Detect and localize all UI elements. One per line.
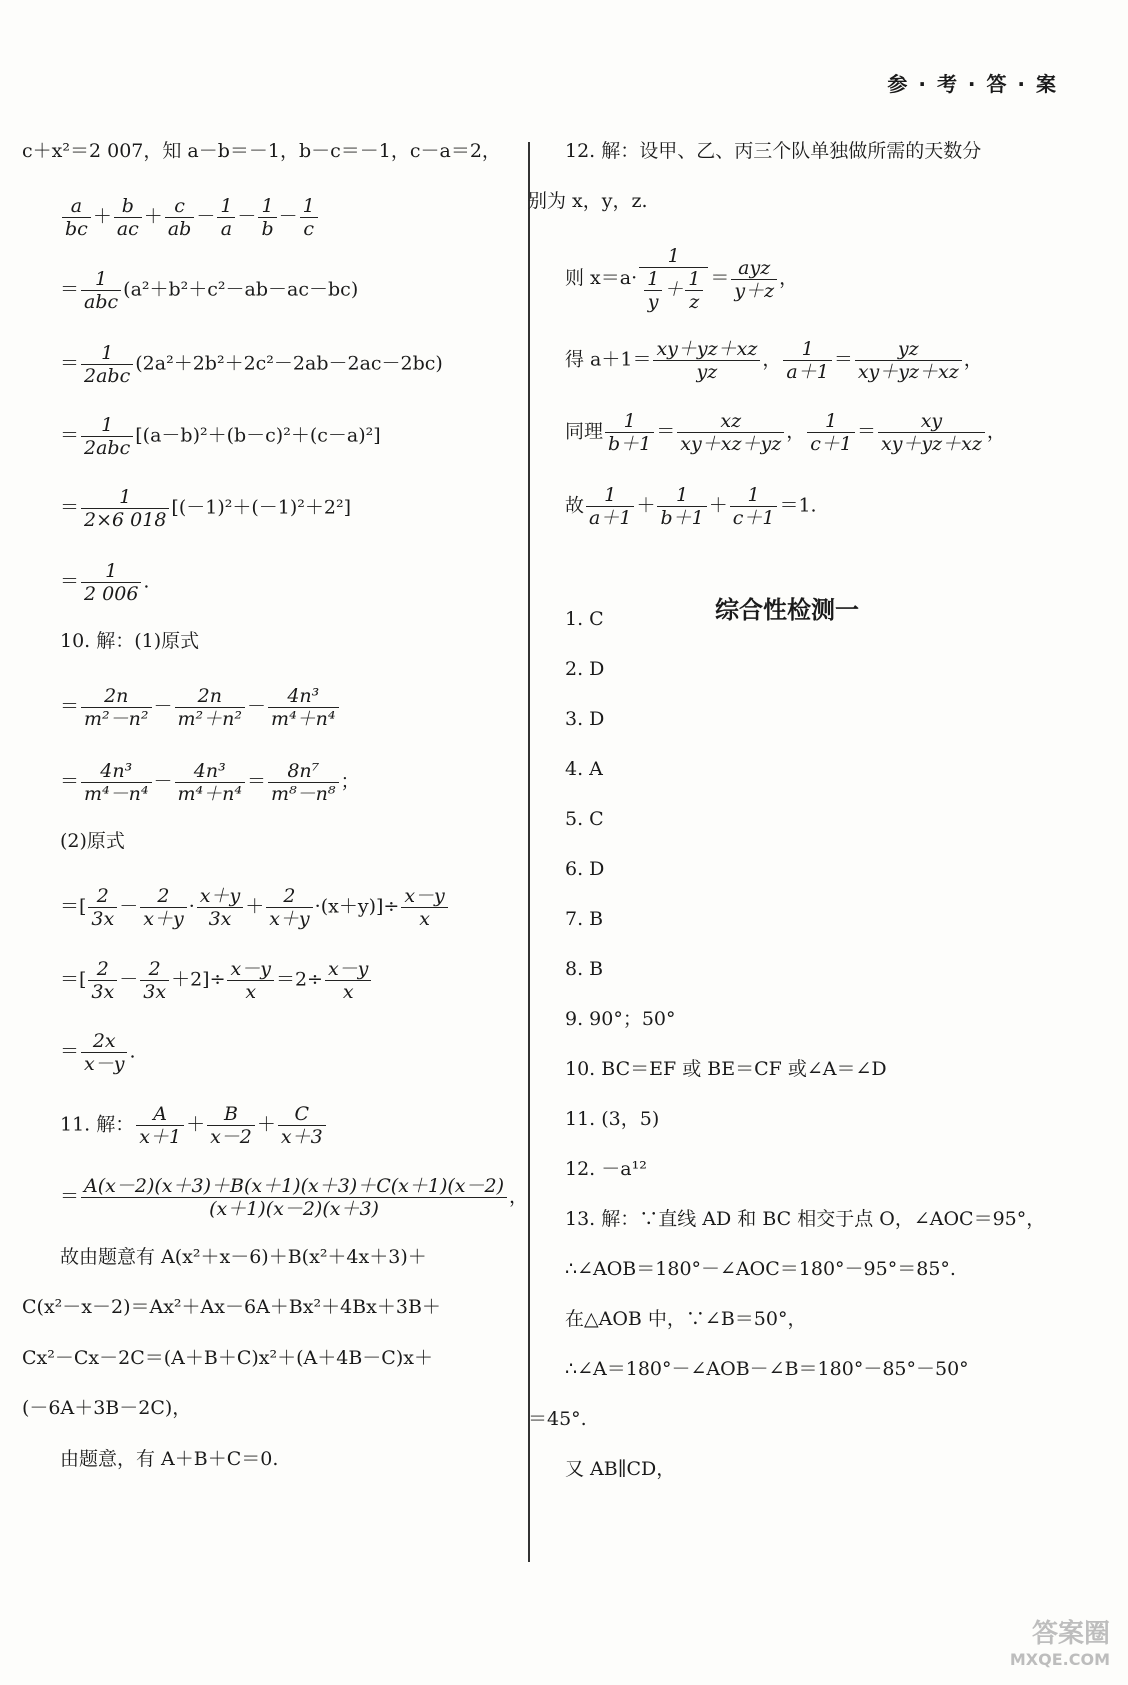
answer-1: 1. C (565, 608, 604, 630)
page-header: 参 · 考 · 答 · 案 (887, 72, 1058, 96)
q11-line-3: 故由题意有 A(x²＋x－6)＋B(x²＋4x＋3)＋ (60, 1246, 427, 1268)
q11-line-6: (－6A＋3B－2C)， (22, 1397, 192, 1419)
answer-4: 4. A (565, 758, 603, 780)
q10-line-1: ＝ $\frac{2n}{\text{m²－n²}}$ － $\frac{2n}{\text{m²＋n²}}$ － $\frac{\text{4n³}}{\text{m⁴＋n⁴}}$ (60, 685, 341, 730)
q13-line-2: ∴∠AOB＝180°－∠AOC＝180°－95°＝85°. (565, 1258, 956, 1280)
q12-line-6: 故 $\frac{1}{a+1}$ ＋ $\frac{1}{b+1}$ ＋ $\frac{1}{c+1}$ ＝1. (565, 484, 817, 529)
watermark (1010, 1621, 1110, 1673)
answer-10: 10. BC＝EF 或 BE＝CF 或∠A＝∠D (565, 1058, 887, 1080)
q13-line-1: 13. 解：∵直线 AD 和 BC 相交于点 O，∠AOC＝95°， (565, 1208, 1046, 1230)
q12-line-3: 则 x＝a· 1 $\frac{1}{y}$ ＋ $\frac{1}{z}$ ＝ $\frac{\text{ayz}}{y+z}$ ， (565, 245, 799, 313)
q13-line-4: ∴∠A＝180°－∠AOB－∠B＝180°－85°－50° (565, 1358, 969, 1380)
q11-line-7: 由题意，有 A＋B＋C＝0. (60, 1448, 279, 1470)
q13-line-3: 在△AOB 中，∵∠B＝50°， (565, 1308, 807, 1330)
q12-line-1: 12. 解：设甲、乙、丙三个队单独做所需的天数分 (565, 140, 982, 162)
q10-line-3: ＝[ $\frac{2}{3x}$ － $\frac{2}{x+y}$ · $\frac{x+y}{3x}$ ＋ $\frac{2}{x+y}$ ·(x＋y)]÷ $\frac{x-y}{x}$ (60, 885, 450, 930)
q10-line-5: ＝ $\frac{2x}{x-y}$ . (60, 1030, 136, 1075)
watermark-url: MXQE.COM (1009, 1650, 1110, 1669)
answer-3: 3. D (565, 708, 605, 730)
q13-line-5: ＝45°. (528, 1408, 587, 1430)
left-line-5: ＝ $\frac{1}{\text{2abc}}$ [(a－b)²＋(b－c)²＋(c－a)²] (60, 414, 381, 459)
q11-line-4: C(x²－x－2)＝Ax²＋Ax－6A＋Bx²＋4Bx＋3B＋ (22, 1296, 441, 1318)
answer-9: 9. 90°；50° (565, 1008, 676, 1030)
answer-7: 7. B (565, 908, 604, 930)
q11-line-2: ＝ $\frac{A(x-2)(x+3)+B(x+1)(x+3)+C(x+1)(x-2)}{(x+1)(x-2)(x+3)}$ ， (60, 1175, 529, 1220)
watermark-logo: 答案圈 (1031, 1619, 1110, 1649)
answer-5: 5. C (565, 808, 604, 830)
answer-11: 11. (3，5) (565, 1108, 660, 1130)
answer-2: 2. D (565, 658, 605, 680)
q10-label: 10. 解：(1)原式 (60, 630, 200, 652)
q11-line-1: 11. 解： $\frac{A}{x+1}$ ＋ $\frac{B}{x-2}$ ＋ $\frac{C}{x+3}$ (60, 1103, 328, 1148)
answer-6: 6. D (565, 858, 605, 880)
q12-line-2: 别为 x，y，z. (528, 190, 648, 212)
section-title: 综合性检测一 (715, 596, 859, 624)
q11-line-5: Cx²－Cx－2C＝(A＋B＋C)x²＋(A＋4B－C)x＋ (22, 1347, 433, 1369)
q13-line-6: 又 AB∥CD， (565, 1458, 676, 1480)
answer-12: 12. －a¹² (565, 1158, 647, 1180)
q10-line-4: ＝[ $\frac{2}{3x}$ － $\frac{2}{3x}$ ＋2]÷ $\frac{x-y}{x}$ ＝2÷ $\frac{x-y}{x}$ (60, 958, 373, 1003)
left-line-4: ＝ $\frac{1}{\text{2abc}}$ (2a²＋2b²＋2c²－2ab－2ac－2bc) (60, 342, 443, 387)
q12-line-5: 同理 $\frac{1}{b+1}$ ＝ $\frac{xz}{xy+xz+yz}$ ， $\frac{1}{c+1}$ ＝ $\frac{xy}{xy+yz+xz}$ ， (565, 410, 1006, 455)
left-line-1: c＋x²＝2 007，知 a－b＝－1，b－c＝－1，c－a＝2， (22, 140, 501, 162)
column-divider (528, 142, 530, 1562)
left-line-3: ＝ $\frac{1}{\text{abc}}$ (a²＋b²＋c²－ab－ac－bc) (60, 268, 359, 313)
answer-8: 8. B (565, 958, 604, 980)
left-line-2: $\frac{a}{bc}$ ＋ $\frac{b}{ac}$ ＋ $\frac{c}{ab}$ － $\frac{1}{a}$ － $\frac{1}{b}$ － $\frac{1}{c}$ (60, 195, 320, 240)
left-line-6: ＝ $\frac{1}{2\times 6 018}$ [(－1)²＋(－1)²＋2²] (60, 486, 352, 531)
q12-line-4: 得 a＋1＝ $\frac{xy+yz+xz}{yz}$ ， $\frac{1}{a+1}$ ＝ $\frac{yz}{xy+yz+xz}$ ， (565, 338, 983, 383)
q10-part2: (2)原式 (60, 830, 125, 852)
q10-line-2: ＝ $\frac{\text{4n³}}{\text{m⁴－n⁴}}$ － $\frac{\text{4n³}}{\text{m⁴＋n⁴}}$ ＝ $\frac{\text{8n⁷}}{\text{m⁸－n⁸}}$ ； (60, 760, 360, 805)
left-line-7: ＝ $\frac{1}{2 006}$ . (60, 560, 150, 605)
